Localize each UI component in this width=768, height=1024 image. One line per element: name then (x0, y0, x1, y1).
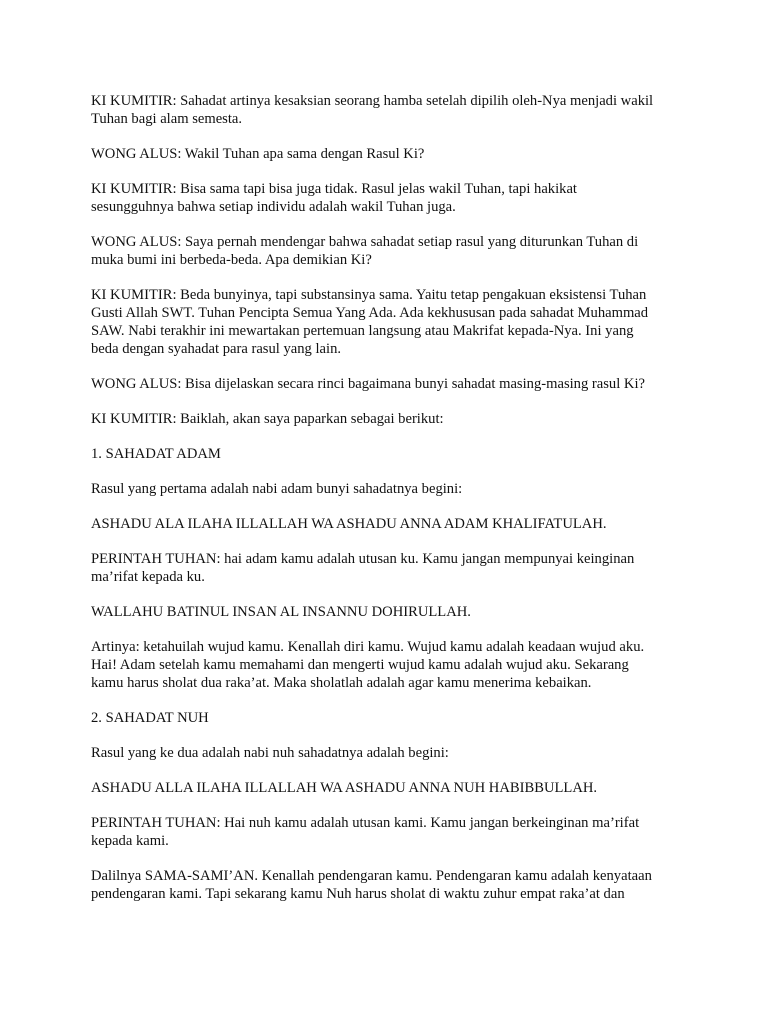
paragraph-2: WONG ALUS: Wakil Tuhan apa sama dengan Rasul Ki? (91, 146, 425, 162)
paragraph-13: Artinya: ketahuilah wujud kamu. Kenallah diri kamu. Wujud kamu adalah keadaan wujud aku. Hai! Adam setelah kamu memahami dan mengerti wujud kamu adalah wujud aku. Sekarang kamu harus sholat dua raka’at. Maka sholatlah adalah agar kamu menerima kebaikan. (91, 639, 645, 691)
paragraph-1: KI KUMITIR: Sahadat artinya kesaksian seorang hamba setelah dipilih oleh-Nya menjadi wakil Tuhan bagi alam semesta. (91, 93, 654, 127)
paragraph-11: PERINTAH TUHAN: hai adam kamu adalah utusan ku. Kamu jangan mempunyai keinginan ma’rifat kepada ku. (91, 551, 635, 585)
paragraph-6: WONG ALUS: Bisa dijelaskan secara rinci bagaimana bunyi sahadat masing-masing rasul Ki? (91, 376, 646, 392)
paragraph-9: Rasul yang pertama adalah nabi adam bunyi sahadatnya begini: (91, 481, 463, 497)
paragraph-7: KI KUMITIR: Baiklah, akan saya paparkan sebagai berikut: (91, 411, 444, 427)
document-body (91, 92, 691, 920)
paragraph-5: KI KUMITIR: Beda bunyinya, tapi substansinya sama. Yaitu tetap pengakuan eksistensi Tuhan Gusti Allah SWT. Tuhan Pencipta Semua Yang Ada. Ada kekhususan pada sahadat Muhammad SAW. Nabi terakhir ini mewartakan pertemuan langsung atau Makrifat kepada-Nya. Ini yang beda dengan syahadat para rasul yang lain. (91, 287, 649, 357)
paragraph-16: ASHADU ALLA ILAHA ILLALLAH WA ASHADU ANNA NUH HABIBBULLAH. (91, 780, 598, 796)
section-heading-sahadat-nuh: 2. SAHADAT NUH (91, 710, 209, 726)
paragraph-18: Dalilnya SAMA-SAMI’AN. Kenallah pendengaran kamu. Pendengaran kamu adalah kenyataan pendengaran kami. Tapi sekarang kamu Nuh harus sholat di waktu zuhur empat raka’at dan (91, 868, 652, 902)
section-heading-sahadat-adam: 1. SAHADAT ADAM (91, 446, 221, 462)
paragraph-15: Rasul yang ke dua adalah nabi nuh sahadatnya adalah begini: (91, 745, 449, 761)
paragraph-17: PERINTAH TUHAN: Hai nuh kamu adalah utusan kami. Kamu jangan berkeinginan ma’rifat kepada kami. (91, 815, 640, 849)
paragraph-4: WONG ALUS: Saya pernah mendengar bahwa sahadat setiap rasul yang diturunkan Tuhan di muka bumi ini berbeda-beda. Apa demikian Ki? (91, 234, 639, 268)
paragraph-10: ASHADU ALA ILAHA ILLALLAH WA ASHADU ANNA ADAM KHALIFATULAH. (91, 516, 607, 532)
paragraph-12: WALLAHU BATINUL INSAN AL INSANNU DOHIRULLAH. (91, 604, 471, 620)
paragraph-3: KI KUMITIR: Bisa sama tapi bisa juga tidak. Rasul jelas wakil Tuhan, tapi hakikat sesungguhnya bahwa setiap individu adalah wakil Tuhan juga. (91, 181, 577, 215)
